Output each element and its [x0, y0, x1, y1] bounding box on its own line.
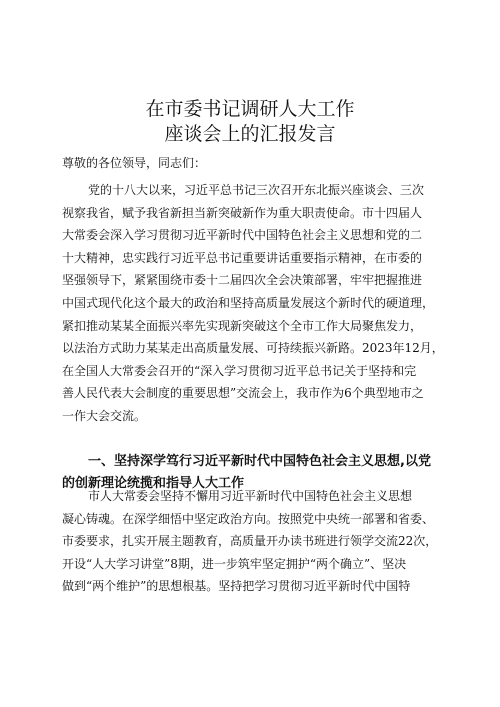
document-title — [0, 97, 500, 147]
text-line: 在全国人大常委会召开的“深入学习贯彻习近平总书记关于坚持和完 — [62, 363, 417, 378]
greeting: 尊敬的各位领导，同志们： — [62, 156, 207, 170]
heading-line: 一、坚持深学笃行习近平新时代中国特色社会主义思想,以党 — [88, 453, 431, 469]
heading-line: 的创新理论统揽和指导人大工作 — [62, 475, 245, 491]
text-line: 一作大会交流。 — [62, 408, 147, 423]
text-line: 十大精神，忠实践行习近平总书记重要讲话重要指示精神，在市委的 — [62, 250, 423, 265]
text-line: 市人大常委会坚持不懈用习近平新时代中国特色社会主义思想 — [88, 489, 413, 503]
text-line: 中国式现代化这个最大的政治和坚持高质量发展这个新时代的硬道理， — [62, 295, 435, 310]
text-line: 开设“人大学习讲堂”8期，进一步筑牢坚定拥护“两个确立”、坚决 — [62, 556, 407, 571]
text-line: 凝心铸魂。在深学细悟中坚定政治方向。按照党中央统一部署和省委、 — [62, 511, 435, 526]
text-line: 以法治方式助力某某走出高质量发展、可持续振兴新路。2023年12月， — [62, 341, 444, 356]
paragraph-1 — [62, 179, 442, 428]
text-line: 坚强领导下，紧紧围绕市委十二届四次全会决策部署，牢牢把握推进 — [62, 273, 423, 288]
text-line: 党的十八大以来，习近平总书记三次召开东北振兴座谈会、三次 — [88, 183, 425, 197]
title-line: 座谈会上的汇报发言 — [164, 122, 336, 145]
title-line: 在市委书记调研人大工作 — [145, 97, 355, 120]
text-line: 市委要求，扎实开展主题教育，高质量开办读书班进行领学交流22次， — [62, 534, 438, 549]
text-line: 视察我省，赋予我省新担当新突破新作为重大职责使命。市十四届人 — [62, 205, 423, 220]
paragraph-2 — [62, 485, 442, 598]
text-line: 紧扣推动某某全面振兴率先实现新突破这个全市工作大局聚焦发力， — [62, 318, 423, 333]
text-line: 善人民代表大会制度的重要思想”交流会上，我市作为6个典型地市之 — [62, 386, 424, 401]
text-line: 大常委会深入学习贯彻习近平新时代中国特色社会主义思想和党的二 — [62, 228, 423, 243]
text-line: 做到“两个维护”的思想根基。坚持把学习贯彻习近平新时代中国特 — [62, 579, 411, 594]
